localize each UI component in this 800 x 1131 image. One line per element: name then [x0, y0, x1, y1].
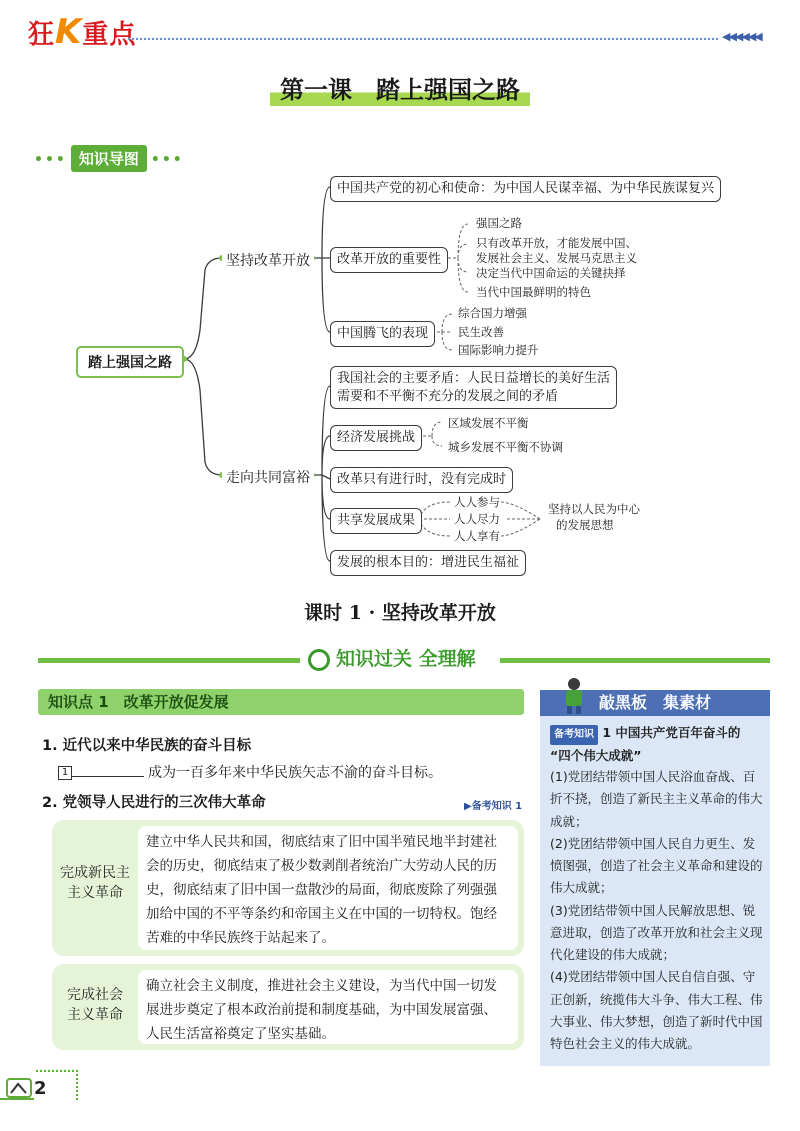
sidebar-item-title	[550, 722, 764, 767]
section-title: 课时 1 · 坚持改革开放	[304, 602, 496, 624]
b1-rise-box: 中国腾飞的表现	[330, 321, 435, 347]
b1-top-box: 中国共产党的初心和使命：为中国人民谋幸福、为中华民族谋复兴	[330, 176, 721, 202]
page-number: 2	[34, 1078, 47, 1099]
dots-right-icon: •••	[150, 152, 184, 168]
sidebar-point-2: (2)党团结带领中国人民自力更生、发愤图强，创造了社会主义革命和建设的伟大成就；	[550, 835, 763, 896]
revolution-2-label-l2: 主义革命	[67, 1006, 123, 1023]
refresh-icon	[308, 649, 330, 671]
sidebar-points	[550, 766, 764, 1055]
contradiction-line-2: 需要和不平衡不充分的发展之间的矛盾	[337, 388, 559, 404]
banner-line-right	[500, 658, 770, 663]
revolution-1-label-l1: 完成新民主	[60, 865, 130, 881]
share-idea-line-2: 的发展思想	[556, 518, 614, 532]
revolution-card-1	[52, 820, 524, 956]
sidebar-title: 敲黑板 集素材	[540, 690, 770, 716]
sidebar-point-1: (1)党团结带领中国人民浴血奋战、百折不挠，创造了新民主主义革命的伟大成就；	[550, 769, 763, 829]
exam-ref-tag: ▶备考知识 1	[464, 801, 523, 812]
revolution-1-text: 建立中华人民共和国，彻底结束了旧中国半殖民地半封建社会的历史，彻底结束了极少数剥削者统治广大劳动人民的历史，彻底结束了旧中国一盘散沙的局面，彻底废除了列强强加给中国的不平等条约和帝国主义在中国的一切特权。饱经苦难的中华民族终于站起来了。	[138, 826, 518, 950]
importance-item-3: 发展社会主义、发展马克思主义	[476, 251, 637, 265]
importance-item-2: 只有改革开放，才能发展中国、	[476, 236, 637, 250]
share-item-2: 人人尽力	[454, 512, 500, 526]
sidebar-item-title-l2: “四个伟大成就”	[550, 747, 642, 763]
page-corner-line	[0, 1098, 34, 1100]
rise-item-3: 国际影响力提升	[458, 343, 539, 357]
mind-map-root: 踏上强国之路	[76, 346, 184, 378]
share-item-1: 人人参与	[454, 495, 500, 509]
rise-item-2: 民生改善	[458, 325, 504, 339]
header-arrows: ◀◀◀◀◀◀	[722, 30, 761, 43]
revolution-2-text: 确立社会主义制度，推进社会主义建设，为当代中国一切发展进步奠定了根本政治前提和制度基础，为中国发展富强、人民生活富裕奠定了坚实基础。	[138, 970, 518, 1044]
sidebar-point-4: (4)党团结带领中国人民自信自强、守正创新，统揽伟大斗争、伟大工程、伟大事业、伟大梦想，创造了新时代中国特色社会主义的伟大成就。	[550, 969, 763, 1051]
contradiction-line-1: 我国社会的主要矛盾：人民日益增长的美好生活	[337, 371, 611, 386]
sidebar-blackboard	[540, 690, 770, 1070]
share-idea-line-1: 坚持以人民为中心	[548, 502, 640, 516]
answer-blank[interactable]	[72, 776, 144, 777]
revolution-2-label	[52, 986, 138, 1025]
importance-item-1: 强国之路	[476, 216, 522, 230]
q2-heading: 2. 党领导人民进行的三次伟大革命	[42, 795, 266, 811]
blank-number: 1	[58, 766, 72, 780]
importance-item-5: 当代中国最鲜明的特色	[476, 285, 591, 299]
b1-importance-box: 改革开放的重要性	[330, 247, 448, 273]
b2-challenge-box: 经济发展挑战	[330, 425, 422, 451]
revolution-1-label-l2: 主义革命	[67, 884, 123, 901]
b2-contradiction-box	[330, 366, 617, 409]
revolution-1-label	[52, 864, 138, 903]
knowledge-map-label: 知识导图	[71, 145, 147, 172]
q1-text: 成为一百多年来中华民族矢志不渝的奋斗目标。	[148, 765, 442, 781]
sidebar-item-num: 1	[602, 725, 612, 740]
q1-heading: 1. 近代以来中华民族的奋斗目标	[42, 738, 252, 754]
brand-prefix: 狂	[28, 20, 56, 50]
b2-share-box: 共享发展成果	[330, 508, 422, 534]
branch-reform-opening: 坚持改革开放	[222, 248, 314, 272]
b2-purpose-box: 发展的根本目的：增进民生福祉	[330, 550, 526, 576]
knowledge-point-bar: 知识点 1 改革开放促发展	[38, 689, 524, 715]
dots-left-icon: •••	[34, 152, 67, 168]
branch-common-prosperity: 走向共同富裕	[222, 465, 314, 489]
rise-item-1: 综合国力增强	[458, 306, 527, 320]
lesson-title-text: 第一课 踏上强国之路	[270, 70, 530, 109]
sidebar-point-3: (3)党团结带领中国人民解放思想、锐意进取，创造了改革开放和社会主义现代化建设的伟大成就；	[550, 902, 763, 962]
page-badge-icon	[6, 1078, 32, 1098]
brand-k: K	[55, 12, 83, 52]
challenge-item-2: 城乡发展不平衡不协调	[448, 440, 563, 454]
challenge-item-1: 区域发展不平衡	[448, 416, 529, 430]
importance-item-4: 决定当代中国命运的关键抉择	[476, 266, 626, 280]
sidebar-tag: 备考知识	[550, 725, 598, 745]
b2-reform-box: 改革只有进行时，没有完成时	[330, 467, 513, 493]
brand-suffix: 重点	[82, 20, 137, 50]
banner-line-left	[38, 658, 304, 663]
share-item-3: 人人享有	[454, 529, 500, 543]
revolution-2-label-l1: 完成社会	[67, 987, 123, 1003]
q1-fill-line	[58, 762, 442, 782]
banner	[300, 644, 484, 671]
revolution-card-2	[52, 964, 524, 1050]
teacher-icon	[560, 676, 592, 716]
sidebar-item-title-l1: 中国共产党百年奋斗的	[615, 725, 741, 740]
banner-text: 知识过关 全理解	[336, 648, 476, 670]
